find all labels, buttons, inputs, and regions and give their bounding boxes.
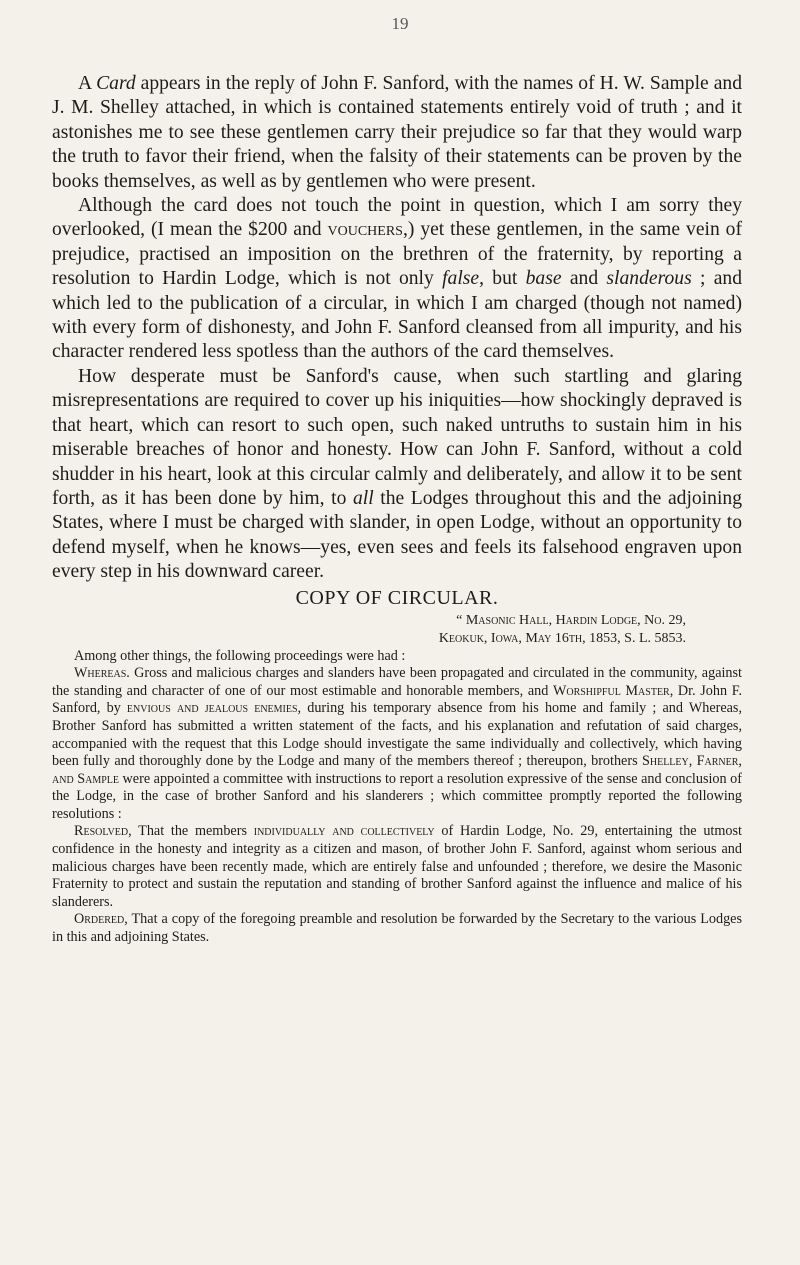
circular-whereas (52, 665, 742, 823)
text-run: How desperate must be Sanford's cause, when such startling and glaring misrepresentations are required to cover up his iniquities—how shockingly depraved is that heart, which can resort to such open, such naked untruths to sustain him in his miserable breaches of honor and honesty. How can John F. Sanford, without a cold shudder in his heart, look at this circular calmly and deliberately, and allow it to be sent forth, as it has been done by him, to (52, 365, 742, 509)
italic-run: base (525, 268, 562, 290)
text-run: , but (479, 268, 526, 290)
text-run: and (561, 268, 607, 290)
text-run: appears in the reply of John F. Sanford, with the names of H. W. Sample and J. M. Shelley attached, in which is contained statements entirely void of truth ; and it astonishes me to see these gentlemen carry their prejudice so far that they would warp the truth to favor their friend, when the falsity of their statements can be proven by the books themselves, as well as by gentlemen who were present. (52, 73, 743, 192)
text-run: ,) yet these gentlemen, in the same vein of prejudice, practised an imposition on the brethren of the fraternity, by reporting a resolution to Hardin Lodge, which is not only (52, 219, 742, 290)
text-run: of Hardin Lodge, No. 29, entertaining the utmost confidence in the honesty and integrity as a citizen and mason, of brother John F. Sanford, against whom serious and malicious charges have been recently made, which are entirely false and unfounded ; therefore, we desire the Masonic Fraternity to protect and sustain the reputation and standing of brother Sanford against the influence and malice of his slanderers. (52, 823, 742, 910)
dateline-line: “ Masonic Hall, Hardin Lodge, No. 29, (456, 612, 686, 628)
italic-run: slanderous (606, 268, 692, 290)
circular-heading: COPY OF CIRCULAR. (295, 586, 499, 609)
text-run: the Lodges throughout this and the adjoining States, where I must be charged with slander, in open Lodge, without an opportunity to defend myself, when he knows—yes, even sees and feels its falsehood engraven upon every step in his downward career. (52, 487, 742, 583)
smallcaps-run: individually and collectively (253, 823, 435, 840)
text-run: , That a copy of the foregoing preamble and resolution be forwarded by the Secretary to the various Lodges in this and adjoining States. (52, 911, 742, 946)
paragraph-card (52, 72, 742, 194)
text-run: were appointed a committee with instructions to report a resolution expressive of the sense and conclusion of the Lodge, in the case of brother Sanford and his slanderers ; which committee promptly reported the following resolutions : (52, 770, 742, 822)
italic-run: false (442, 268, 480, 290)
smallcaps-run: envious and jealous enemies (126, 700, 298, 717)
text-run: , Dr. John F. Sanford, by (52, 682, 742, 717)
italic-run: Card (96, 73, 136, 94)
circular-intro: Among other things, the following proceedings were had : (74, 647, 406, 664)
text-run: ; and which led to the publication of a circular, in which I am charged (though not named) with every form of dishonesty, and John F. Sanford cleansed from all impurity, and his character rendered less spotless than the authors of the card themselves. (52, 268, 743, 363)
smallcaps-run: Shelley, Farner, and Sample (52, 753, 742, 787)
paragraph-desperate-cause (52, 365, 742, 585)
text-run: Although the card does not touch the point in question, which I am sorry they overlooked, (I mean the $200 and (52, 195, 742, 241)
smallcaps-run: Resolved (74, 823, 129, 840)
smallcaps-run: Ordered (74, 911, 125, 928)
body-text (52, 72, 742, 947)
text-run: . Gross and malicious charges and slanders have been propagated and circulated in the community, against the standing and character of one of our most estimable and honorable members, and (52, 665, 742, 699)
italic-run: all (352, 487, 374, 509)
circular-dateline (52, 612, 742, 648)
smallcaps-run: Whereas (74, 665, 127, 682)
smallcaps-run: Worshipful Master (552, 682, 670, 699)
circular-resolved (52, 823, 742, 911)
text-run: , That the members (128, 823, 254, 840)
dateline-line: Keokuk, Iowa, May 16th, 1853, S. L. 5853. (438, 630, 686, 646)
circular-ordered (52, 911, 742, 946)
text-run: A (78, 73, 97, 94)
paragraph-circular-charge (52, 194, 742, 365)
page-number: 19 (391, 14, 409, 33)
smallcaps-run: vouchers (327, 219, 403, 241)
text-run: , during his temporary absence from his home and family ; and Whereas, Brother Sanford has submitted a written statement of the facts, and his explanation and refutation of said charges, accompanied with the request that this Lodge should investigate the same individually and collectively, which having been fully and thoroughly done by the Lodge and many of the members thereof ; thereupon, brothers (52, 700, 743, 770)
